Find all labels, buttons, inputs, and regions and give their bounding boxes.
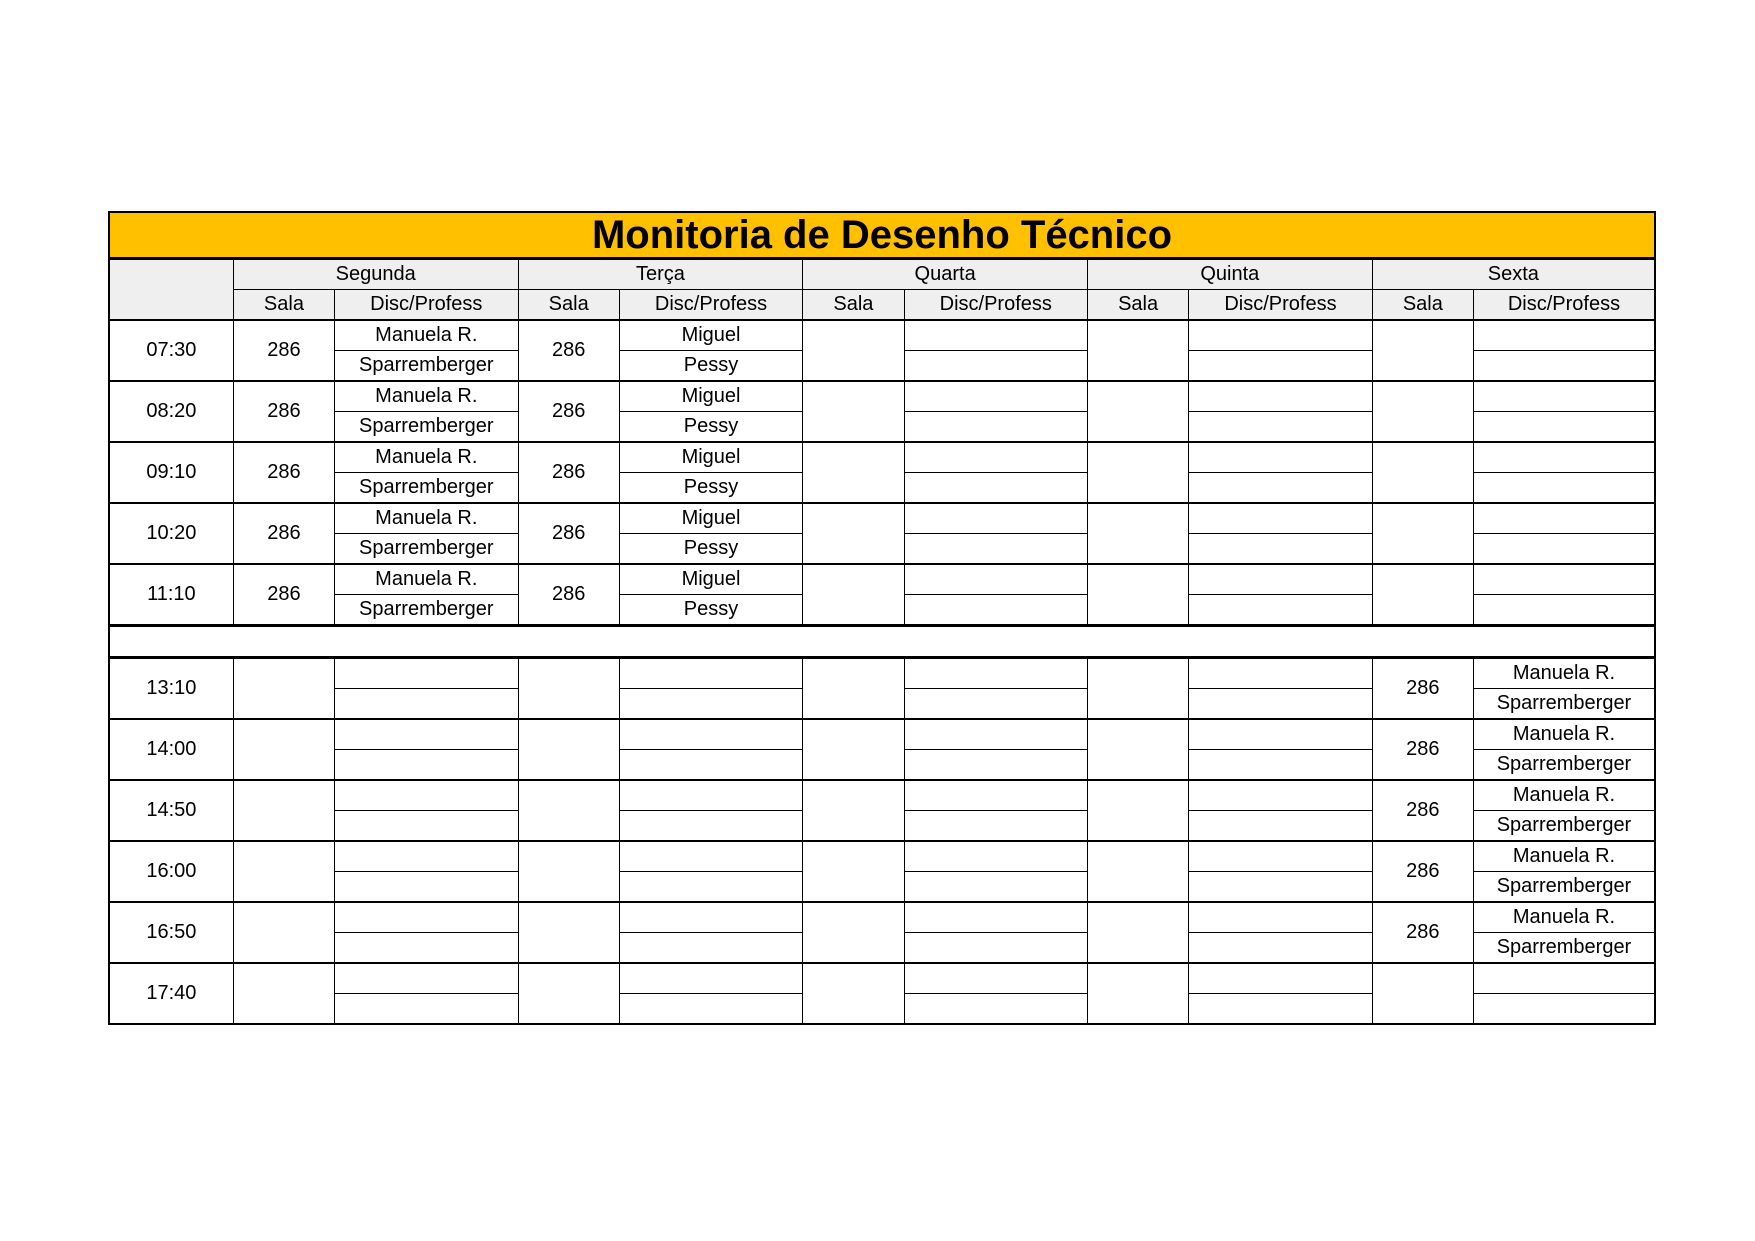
disc-cell-line1: [904, 841, 1087, 872]
disc-cell-line2: [1189, 994, 1372, 1025]
disc-cell-line1: [904, 780, 1087, 811]
room-cell: [518, 780, 619, 841]
time-cell: 13:10: [109, 658, 233, 720]
disc-cell-line2: [335, 811, 518, 842]
room-cell: 286: [233, 320, 334, 381]
room-cell: [233, 841, 334, 902]
disc-cell-line1: [1189, 564, 1372, 595]
disc-cell-line2: [1189, 933, 1372, 964]
room-cell: [803, 320, 904, 381]
disc-cell-line1: [335, 841, 518, 872]
disc-cell-line2: [335, 872, 518, 903]
disc-cell-line2: [335, 750, 518, 781]
disc-cell-line2: [1473, 534, 1655, 565]
disc-cell-line1: [1189, 902, 1372, 933]
disc-cell-line2: [619, 689, 802, 720]
disc-cell-line2: [1473, 994, 1655, 1025]
disc-cell-line2: [1189, 872, 1372, 903]
sub-header-disc: Disc/Profess: [1189, 290, 1372, 321]
room-cell: [803, 719, 904, 780]
disc-cell-line1: [335, 719, 518, 750]
room-cell: [1087, 503, 1188, 564]
disc-cell-line2: [335, 933, 518, 964]
room-cell: 286: [1372, 902, 1473, 963]
disc-cell-line2: [619, 750, 802, 781]
disc-cell-line1: [1473, 381, 1655, 412]
room-cell: [233, 658, 334, 720]
disc-cell-line1: Miguel: [619, 381, 802, 412]
room-cell: [1087, 658, 1188, 720]
day-header-terca: Terça: [518, 260, 803, 290]
disc-cell-line1: [1473, 320, 1655, 351]
room-cell: [1087, 780, 1188, 841]
room-cell: 286: [233, 381, 334, 442]
disc-cell-line2: [904, 994, 1087, 1025]
time-cell: 07:30: [109, 320, 233, 381]
disc-cell-line1: [904, 719, 1087, 750]
room-cell: 286: [1372, 780, 1473, 841]
day-header-segunda: Segunda: [233, 260, 518, 290]
room-cell: [803, 564, 904, 626]
sub-header-disc: Disc/Profess: [904, 290, 1087, 321]
disc-cell-line1: [1189, 780, 1372, 811]
disc-cell-line1: [904, 320, 1087, 351]
disc-cell-line1: Miguel: [619, 503, 802, 534]
room-cell: 286: [518, 503, 619, 564]
disc-cell-line1: [335, 902, 518, 933]
disc-cell-line2: Pessy: [619, 534, 802, 565]
lunch-gap-row: [109, 626, 1655, 658]
room-cell: 286: [1372, 658, 1473, 720]
disc-cell-line1: [1473, 963, 1655, 994]
time-cell: 11:10: [109, 564, 233, 626]
disc-cell-line2: [1189, 750, 1372, 781]
day-header-row: [109, 260, 1655, 290]
room-cell: [518, 963, 619, 1024]
disc-cell-line2: [904, 351, 1087, 382]
disc-cell-line2: [904, 412, 1087, 443]
disc-cell-line2: Sparremberger: [335, 534, 518, 565]
sub-header-room: Sala: [1372, 290, 1473, 321]
time-cell: 10:20: [109, 503, 233, 564]
room-cell: [1372, 963, 1473, 1024]
disc-cell-line1: [904, 381, 1087, 412]
disc-cell-line2: [904, 473, 1087, 504]
room-cell: [803, 963, 904, 1024]
room-cell: [1372, 564, 1473, 626]
time-slot-row: [109, 320, 1655, 351]
disc-cell-line2: [1473, 412, 1655, 443]
disc-cell-line1: [904, 963, 1087, 994]
disc-cell-line1: [619, 658, 802, 689]
disc-cell-line1: [1189, 719, 1372, 750]
disc-cell-line1: Manuela R.: [335, 564, 518, 595]
room-cell: [803, 442, 904, 503]
disc-cell-line2: Pessy: [619, 473, 802, 504]
room-cell: [1087, 381, 1188, 442]
disc-cell-line2: [1189, 412, 1372, 443]
disc-cell-line1: [904, 442, 1087, 473]
disc-cell-line1: [1189, 503, 1372, 534]
room-cell: [1372, 503, 1473, 564]
room-cell: [1087, 442, 1188, 503]
room-cell: [518, 658, 619, 720]
disc-cell-line1: [904, 503, 1087, 534]
disc-cell-line1: Manuela R.: [1473, 719, 1655, 750]
disc-cell-line1: Miguel: [619, 442, 802, 473]
disc-cell-line2: [904, 750, 1087, 781]
disc-cell-line2: [904, 689, 1087, 720]
disc-cell-line1: [1189, 381, 1372, 412]
room-cell: [518, 841, 619, 902]
disc-cell-line1: Manuela R.: [1473, 780, 1655, 811]
room-cell: [1372, 320, 1473, 381]
room-cell: [803, 381, 904, 442]
room-cell: [1372, 381, 1473, 442]
disc-cell-line2: Sparremberger: [1473, 872, 1655, 903]
disc-cell-line2: [619, 933, 802, 964]
day-header-quinta: Quinta: [1087, 260, 1372, 290]
disc-cell-line1: Miguel: [619, 320, 802, 351]
disc-cell-line1: [1189, 658, 1372, 689]
disc-cell-line1: Manuela R.: [335, 442, 518, 473]
sub-header-room: Sala: [233, 290, 334, 321]
room-cell: [233, 902, 334, 963]
room-cell: [803, 902, 904, 963]
sub-header-room: Sala: [803, 290, 904, 321]
room-cell: 286: [518, 320, 619, 381]
room-cell: 286: [518, 381, 619, 442]
schedule-table: [108, 259, 1656, 1025]
disc-cell-line1: [1189, 841, 1372, 872]
time-slot-row: [109, 503, 1655, 534]
time-slot-row: [109, 442, 1655, 473]
disc-cell-line2: [904, 595, 1087, 626]
disc-cell-line1: [619, 902, 802, 933]
disc-cell-line2: Sparremberger: [335, 412, 518, 443]
disc-cell-line2: Sparremberger: [1473, 811, 1655, 842]
disc-cell-line2: [1473, 595, 1655, 626]
room-cell: 286: [518, 564, 619, 626]
room-cell: [1087, 320, 1188, 381]
room-cell: 286: [233, 564, 334, 626]
disc-cell-line1: [619, 780, 802, 811]
disc-cell-line1: [904, 902, 1087, 933]
time-cell: 17:40: [109, 963, 233, 1024]
disc-cell-line2: Pessy: [619, 595, 802, 626]
room-cell: [518, 902, 619, 963]
room-cell: 286: [1372, 719, 1473, 780]
room-cell: [1087, 963, 1188, 1024]
disc-cell-line2: [1473, 351, 1655, 382]
disc-cell-line2: Sparremberger: [1473, 689, 1655, 720]
lunch-gap: [109, 626, 1655, 658]
schedule-sheet: [108, 211, 1656, 1025]
sub-header-row: [109, 290, 1655, 321]
disc-cell-line2: [619, 811, 802, 842]
room-cell: [233, 780, 334, 841]
disc-cell-line2: Pessy: [619, 351, 802, 382]
disc-cell-line1: Manuela R.: [335, 381, 518, 412]
time-cell: 16:00: [109, 841, 233, 902]
disc-cell-line2: [1473, 473, 1655, 504]
room-cell: [518, 719, 619, 780]
disc-cell-line1: Manuela R.: [1473, 658, 1655, 689]
disc-cell-line2: [1189, 811, 1372, 842]
time-cell: 08:20: [109, 381, 233, 442]
room-cell: 286: [1372, 841, 1473, 902]
disc-cell-line1: [904, 658, 1087, 689]
disc-cell-line2: [1189, 351, 1372, 382]
disc-cell-line1: [1189, 963, 1372, 994]
room-cell: [803, 503, 904, 564]
day-header-quarta: Quarta: [803, 260, 1088, 290]
disc-cell-line2: [904, 534, 1087, 565]
sub-header-room: Sala: [518, 290, 619, 321]
sub-header-disc: Disc/Profess: [335, 290, 518, 321]
disc-cell-line1: Manuela R.: [335, 320, 518, 351]
disc-cell-line1: Miguel: [619, 564, 802, 595]
disc-cell-line1: [619, 719, 802, 750]
sheet-title: Monitoria de Desenho Técnico: [108, 211, 1656, 259]
disc-cell-line1: [1473, 442, 1655, 473]
time-slot-row: [109, 902, 1655, 933]
disc-cell-line2: Pessy: [619, 412, 802, 443]
disc-cell-line2: Sparremberger: [335, 473, 518, 504]
disc-cell-line1: [335, 780, 518, 811]
disc-cell-line2: [335, 689, 518, 720]
room-cell: [1087, 564, 1188, 626]
disc-cell-line1: Manuela R.: [335, 503, 518, 534]
time-slot-row: [109, 381, 1655, 412]
time-cell: 09:10: [109, 442, 233, 503]
disc-cell-line2: [1189, 473, 1372, 504]
disc-cell-line2: [904, 933, 1087, 964]
room-cell: 286: [233, 503, 334, 564]
room-cell: [1087, 902, 1188, 963]
disc-cell-line1: Manuela R.: [1473, 902, 1655, 933]
time-slot-row: [109, 658, 1655, 689]
disc-cell-line1: [904, 564, 1087, 595]
disc-cell-line1: [619, 841, 802, 872]
disc-cell-line2: [335, 994, 518, 1025]
time-slot-row: [109, 841, 1655, 872]
time-cell: 14:00: [109, 719, 233, 780]
disc-cell-line2: [904, 811, 1087, 842]
room-cell: 286: [518, 442, 619, 503]
disc-cell-line1: Manuela R.: [1473, 841, 1655, 872]
time-slot-row: [109, 564, 1655, 595]
sub-header-disc: Disc/Profess: [619, 290, 802, 321]
time-slot-row: [109, 719, 1655, 750]
disc-cell-line1: [1473, 503, 1655, 534]
disc-cell-line2: [904, 872, 1087, 903]
sub-header-room: Sala: [1087, 290, 1188, 321]
room-cell: [803, 658, 904, 720]
room-cell: [233, 963, 334, 1024]
disc-cell-line2: Sparremberger: [335, 595, 518, 626]
disc-cell-line1: [1473, 564, 1655, 595]
disc-cell-line2: [1189, 534, 1372, 565]
disc-cell-line2: [619, 872, 802, 903]
time-slot-row: [109, 780, 1655, 811]
disc-cell-line1: [335, 658, 518, 689]
sub-header-disc: Disc/Profess: [1473, 290, 1655, 321]
room-cell: [803, 841, 904, 902]
disc-cell-line2: [1189, 689, 1372, 720]
day-header-sexta: Sexta: [1372, 260, 1655, 290]
disc-cell-line1: [1189, 442, 1372, 473]
time-cell: 14:50: [109, 780, 233, 841]
room-cell: [233, 719, 334, 780]
disc-cell-line2: [619, 994, 802, 1025]
time-cell: 16:50: [109, 902, 233, 963]
disc-cell-line2: [1189, 595, 1372, 626]
disc-cell-line1: [335, 963, 518, 994]
corner-cell: [109, 260, 233, 321]
room-cell: [1372, 442, 1473, 503]
time-slot-row: [109, 963, 1655, 994]
disc-cell-line2: Sparremberger: [335, 351, 518, 382]
room-cell: [1087, 841, 1188, 902]
room-cell: 286: [233, 442, 334, 503]
room-cell: [803, 780, 904, 841]
disc-cell-line1: [1189, 320, 1372, 351]
room-cell: [1087, 719, 1188, 780]
disc-cell-line1: [619, 963, 802, 994]
disc-cell-line2: Sparremberger: [1473, 750, 1655, 781]
disc-cell-line2: Sparremberger: [1473, 933, 1655, 964]
